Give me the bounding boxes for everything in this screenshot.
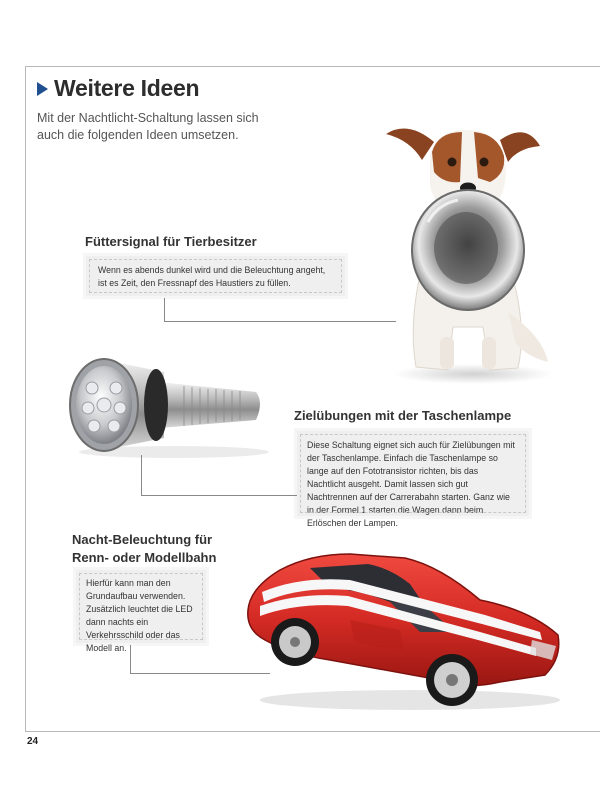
- flashlight-photo: [64, 350, 269, 460]
- connector-line: [141, 495, 297, 496]
- info-text-feeding: Wenn es abends dunkel wird und die Beleuchtung angeht, ist es Zeit, den Fressnapf des Haustiers zu füllen.: [98, 265, 326, 288]
- page-number: 24: [27, 736, 39, 747]
- section-heading-line-2: Renn- oder Modellbahn: [72, 550, 217, 565]
- red-sports-car-photo: [240, 540, 565, 715]
- dog-with-bowl-photo: [378, 112, 553, 387]
- section-heading-aiming: Zielübungen mit der Taschenlampe: [294, 408, 512, 423]
- connector-line: [164, 321, 396, 322]
- connector-line: [164, 298, 165, 322]
- info-box-feeding: [86, 256, 345, 296]
- section-heading-line-1: Nacht-Beleuchtung für: [72, 532, 213, 547]
- page-title: Weitere Ideen: [54, 75, 200, 101]
- info-text-model-railway: Hierfür kann man den Grundaufbau verwenden. Zusätzlich leuchtet die LED dann nachts ein Verkehrsschild oder das Modell an.: [86, 578, 193, 653]
- info-box-model-railway: [76, 570, 206, 653]
- intro-text: Mit der Nachtlicht-Schaltung lassen sich auch die folgenden Ideen umsetzen.: [37, 111, 259, 142]
- info-box-aiming: [297, 431, 529, 528]
- info-text-aiming: Diese Schaltung eignet sich auch für Zielübungen mit der Taschenlampe. Einfach die Taschenlampe so lange auf den Fototransistor richten, bis das Nachtlicht ausgeht. Damit lassen sich gut Nachtrennen auf der Carrerabahn starten. Ganz wie in der Formel 1 starten die Wagen dann beim Erlöschen der Lampen.: [307, 440, 515, 528]
- title-row: [37, 75, 199, 102]
- triangle-bullet-icon: [37, 82, 48, 96]
- section-heading-feeding: Füttersignal für Tierbesitzer: [85, 234, 257, 249]
- connector-line: [130, 645, 131, 674]
- page-bottom-rule: [25, 731, 600, 732]
- connector-line: [141, 455, 142, 496]
- section-heading-model-railway: [72, 531, 216, 567]
